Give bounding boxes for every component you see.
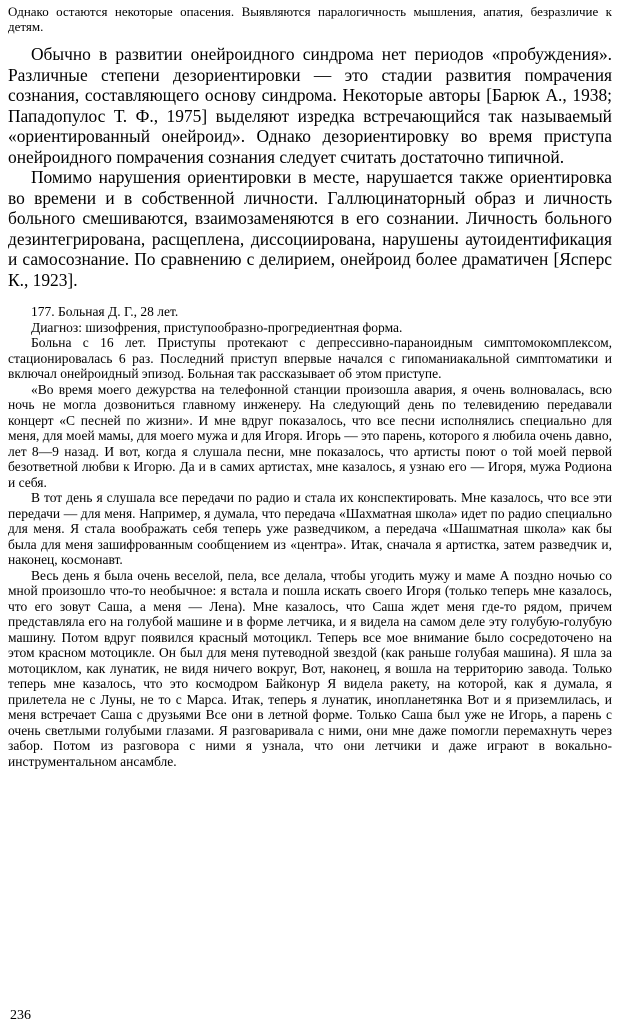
page-number: 236 <box>10 1008 31 1023</box>
body-paragraph-1: Обычно в развитии онейроидного синдрома нет периодов «пробуждения». Различные степени дезориентировки — это стадии развития помрачения сознания, составляющего основу синдрома. Некоторые авторы [Барюк А., 1938; Пападопулос Т. Ф., 1975] выделяют изредка встречающийся так называемый «ориентированный онейроид». Однако дезориентировку во время приступа онейроидного помрачения сознания следует считать достаточно типичной. <box>8 44 612 167</box>
case-diagnosis: Диагноз: шизофрения, приступообразно-прогредиентная форма. <box>31 319 403 335</box>
case-paragraph-3: В тот день я слушала все передачи по радио и стала их конспектировать. Мне казалось, что все эти передачи — для меня. Например, я думала, что передача «Шахматная школа» идет по радио специально для меня. Я стала воображать себя теперь уже разведчиком, а передача «Шашматная школа» как бы была для меня зашифрованным сообщением из «центра». Итак, сначала я артистка, затем разведчик и, наконец, космонавт. <box>8 490 612 567</box>
body-paragraph-2: Помимо нарушения ориентировки в месте, нарушается также ориентировка во времени и в собственной личности. Галлюцинаторный образ и личность больного смешиваются, взаимозаменяются в его сознании. Личность больного дезинтегрирована, расщеплена, диссоциирована, нарушены аутоидентификация и самосознание. По сравнению с делирием, онейроид более драматичен [Ясперс К., 1923]. <box>8 167 612 290</box>
case-title: 177. Больная Д. Г., 28 лет. <box>31 304 179 319</box>
case-paragraph-4: Весь день я была очень веселой, пела, все делала, чтобы угодить мужу и маме А поздно ночью со мной произошло что-то необычное: я встала и пошла искать своего Игоря (только теперь мне казалось, что его зовут Саша, а меня — Лена). Мне казалось, что Саша ждет меня где-то рядом, причем представляла его на голубой машине и в форме летчика, и я видела на самом деле эту голубую-голубую машину. Потом вдруг появился красный мотоцикл. Теперь все мое внимание было сосредоточено на этом красном мотоцикле. Он был для меня путеводной звездой (как раньше голубая машина). Я шла за мотоциклом, как лунатик, не видя ничего вокруг, Вот, наконец, я вошла на территорию завода. Только теперь мне казалось, что это космодром Байконур Я видела ракету, на которой, как я думала, я прилетела не с Луны, не то с Марса. Итак, теперь я лунатик, инопланетянка Вот и я приземлилась, и меня встречает Саша с друзьями Все они в летной форме. Только Саша был уже не Игорь, а парень с очень светлыми голубыми глазами. Я разговаривала с ними, они мне даже помогли перемахнуть через забор. Потом из разговора с ними я узнала, что они летчики и даже играют в вокально-инструментальном ансамбле. <box>8 567 612 769</box>
case-paragraph-1: Больна с 16 лет. Приступы протекают с депрессивно-параноидным симптомокомплексом, стационировалась 6 раз. Последний приступ впервые начался с гипоманиакальной симптоматики и включал онейроидный эпизод. Больная так рассказывает об этом приступе. <box>8 335 612 381</box>
case-paragraph-2: «Во время моего дежурства на телефонной станции произошла авария, я очень волновалась, всю ночь не могла дозвониться главному инженеру. На следующий день по телевидению передавали концерт «С песней по жизни». И мне вдруг показалось, что все песни исполнялись специально для меня, для моей мамы, для моего мужа и для Игоря. Игорь — это парень, которого я любила очень давно, лет 8—9 назад. И вот, когда я слушала песни, мне показалось, что артисты поют о той моей первой безответной любви к Игорю. Да и в самих артистах, мне казалось, я узнаю его — Игоря, мужа Родиона и себя. <box>8 381 612 490</box>
lead-paragraph: Однако остаются некоторые опасения. Выявляются паралогичность мышления, апатия, безразличие к детям. <box>8 4 612 34</box>
section-gap <box>8 290 612 300</box>
